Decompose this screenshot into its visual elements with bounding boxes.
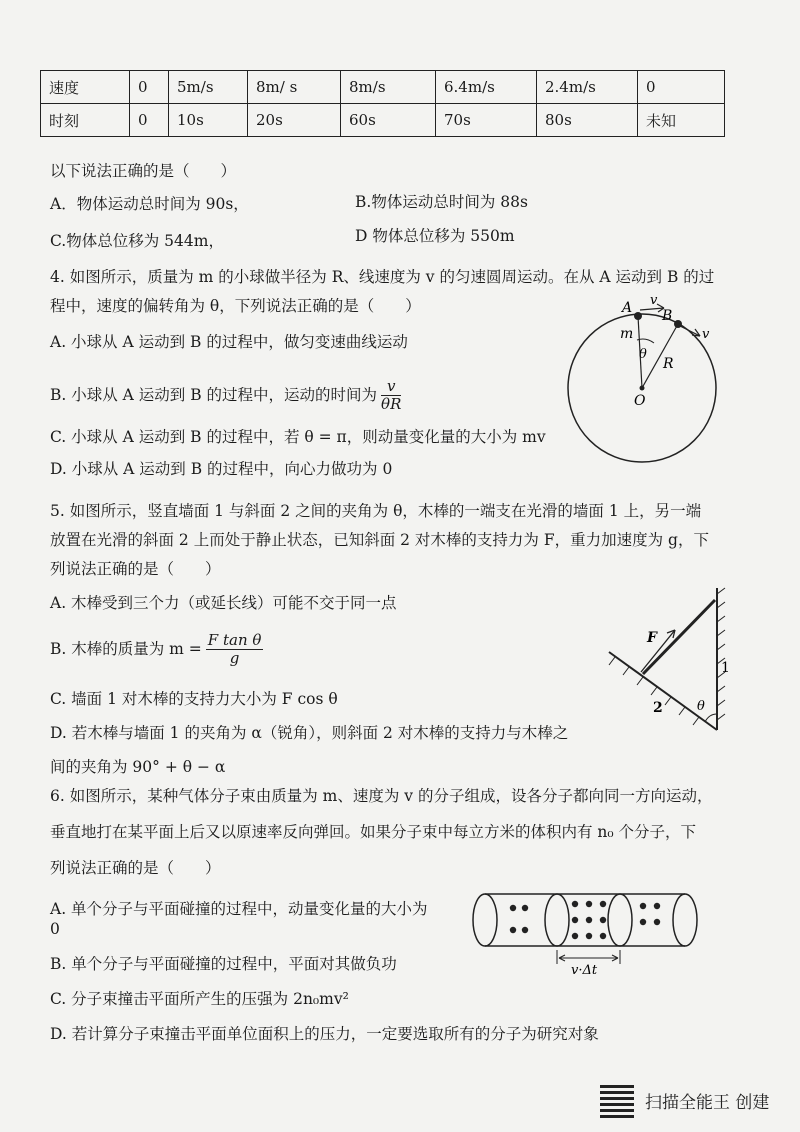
table-cell: 5m/s bbox=[169, 71, 248, 104]
fraction-denominator: g bbox=[229, 649, 240, 668]
label-v-b: v bbox=[702, 327, 710, 342]
table-row bbox=[41, 71, 725, 104]
label-b: B bbox=[662, 308, 673, 324]
table-cell: 0 bbox=[130, 104, 169, 137]
label-f: F bbox=[647, 630, 657, 646]
q3-option-d: D 物体总位移为 550m bbox=[355, 227, 515, 245]
q4-option-a: A. 小球从 A 运动到 B 的过程中，做匀变速曲线运动 bbox=[50, 333, 408, 351]
table-cell: 10s bbox=[169, 104, 248, 137]
q5-stem-3: 列说法正确的是（ ） bbox=[50, 560, 221, 578]
qr-code-icon bbox=[600, 1084, 634, 1118]
q6-stem-2: 垂直地打在某平面上后又以原速率反向弹回。如果分子束中每立方米的体积内有 n₀ 个分子，下 bbox=[50, 823, 697, 841]
q4-option-b bbox=[50, 378, 405, 414]
gas-molecules bbox=[510, 901, 660, 939]
q3-option-c: C.物体总位移为 544m， bbox=[50, 232, 224, 250]
q3-stem: 以下说法正确的是（ ） bbox=[50, 162, 237, 180]
q6-stem-3: 列说法正确的是（ ） bbox=[50, 859, 221, 877]
table-cell: 未知 bbox=[638, 104, 725, 137]
molecule-beam-figure bbox=[465, 888, 705, 978]
table-cell: 70s bbox=[436, 104, 537, 137]
mass-fraction bbox=[206, 632, 264, 668]
q4-option-d: D. 小球从 A 运动到 B 的过程中，向心力做功为 0 bbox=[50, 460, 393, 478]
wall-incline-figure bbox=[605, 580, 745, 740]
q5-option-a: A. 木棒受到三个力（或延长线）可能不交于同一点 bbox=[50, 594, 397, 612]
table-cell: 80s bbox=[537, 104, 638, 137]
circular-motion-figure bbox=[560, 288, 760, 478]
center-point bbox=[640, 386, 645, 391]
label-theta: θ bbox=[639, 347, 647, 362]
table-cell: 60s bbox=[341, 104, 436, 137]
scanner-watermark: 扫描全能王 创建 bbox=[645, 1093, 770, 1113]
table-cell: 0 bbox=[638, 71, 725, 104]
fraction-denominator: θR bbox=[381, 395, 402, 414]
ball-a bbox=[634, 312, 642, 320]
theta-arc bbox=[705, 714, 717, 722]
label-a: A bbox=[622, 300, 633, 316]
q6-stem-1: 6. 如图所示，某种气体分子束由质量为 m、速度为 v 的分子组成，设各分子都向同一方向运动， bbox=[50, 787, 713, 805]
table-cell: 0 bbox=[130, 71, 169, 104]
tube-left-end bbox=[473, 894, 497, 946]
q5-option-b bbox=[50, 632, 267, 668]
table-cell: 20s bbox=[248, 104, 341, 137]
q3-option-b: B.物体运动总时间为 88s bbox=[355, 193, 528, 211]
q5-option-b-text: B. 木棒的质量为 m = bbox=[50, 639, 202, 658]
q4-stem-2: 程中，速度的偏转角为 θ，下列说法正确的是（ ） bbox=[50, 297, 421, 315]
q4-option-b-text: B. 小球从 A 运动到 B 的过程中，运动的时间为 bbox=[50, 385, 378, 404]
table-cell: 6.4m/s bbox=[436, 71, 537, 104]
q6-option-a-2: 0 bbox=[50, 920, 60, 938]
label-v-a: v bbox=[650, 293, 658, 308]
q6-option-a-1: A. 单个分子与平面碰撞的过程中，动量变化量的大小为 bbox=[50, 900, 428, 918]
q4-option-c: C. 小球从 A 运动到 B 的过程中，若 θ = π，则动量变化量的大小为 mv bbox=[50, 428, 546, 446]
label-o: O bbox=[634, 393, 646, 409]
q5-option-d-2: 间的夹角为 90° + θ − α bbox=[50, 758, 226, 776]
q6-option-b: B. 单个分子与平面碰撞的过程中，平面对其做负功 bbox=[50, 955, 397, 973]
row-header: 时刻 bbox=[41, 104, 130, 137]
table-cell: 8m/ s bbox=[248, 71, 341, 104]
table-row bbox=[41, 104, 725, 137]
fraction-numerator: F tan θ bbox=[207, 631, 262, 649]
q5-option-d-1: D. 若木棒与墙面 1 的夹角为 α（锐角），则斜面 2 对木棒的支持力与木棒之 bbox=[50, 724, 569, 742]
time-fraction bbox=[381, 378, 401, 414]
label-v-dt: v·Δt bbox=[571, 963, 598, 978]
q3-option-a: A．物体运动总时间为 90s， bbox=[50, 195, 249, 213]
label-wall-1: 1 bbox=[721, 660, 730, 676]
data-table bbox=[40, 70, 725, 137]
row-header: 速度 bbox=[41, 71, 130, 104]
q6-option-c: C. 分子束撞击平面所产生的压强为 2n₀mv² bbox=[50, 990, 349, 1008]
q5-option-c: C. 墙面 1 对木棒的支持力大小为 F cos θ bbox=[50, 690, 338, 708]
q6-option-d: D. 若计算分子束撞击平面单位面积上的压力，一定要选取所有的分子为研究对象 bbox=[50, 1025, 599, 1043]
label-m: m bbox=[620, 326, 634, 342]
q4-stem-1: 4. 如图所示，质量为 m 的小球做半径为 R、线速度为 v 的匀速圆周运动。在从 A 运动到 B 的过 bbox=[50, 268, 715, 286]
label-r: R bbox=[663, 356, 674, 372]
table-cell: 8m/s bbox=[341, 71, 436, 104]
section-boundary-left bbox=[545, 894, 569, 946]
label-theta: θ bbox=[697, 699, 705, 714]
q5-stem-2: 放置在光滑的斜面 2 上而处于静止状态，已知斜面 2 对木棒的支持力为 F，重力加速度为 g，下 bbox=[50, 531, 709, 549]
q5-stem-1: 5. 如图所示，竖直墙面 1 与斜面 2 之间的夹角为 θ，木棒的一端支在光滑的墙面 1 上，另一端 bbox=[50, 502, 702, 520]
label-incline-2: 2 bbox=[653, 700, 663, 716]
tube-right-end bbox=[673, 894, 697, 946]
section-boundary-right bbox=[608, 894, 632, 946]
incline-2 bbox=[609, 652, 717, 730]
wall-hatching bbox=[717, 588, 725, 720]
fraction-numerator: v bbox=[381, 378, 401, 396]
table-cell: 2.4m/s bbox=[537, 71, 638, 104]
